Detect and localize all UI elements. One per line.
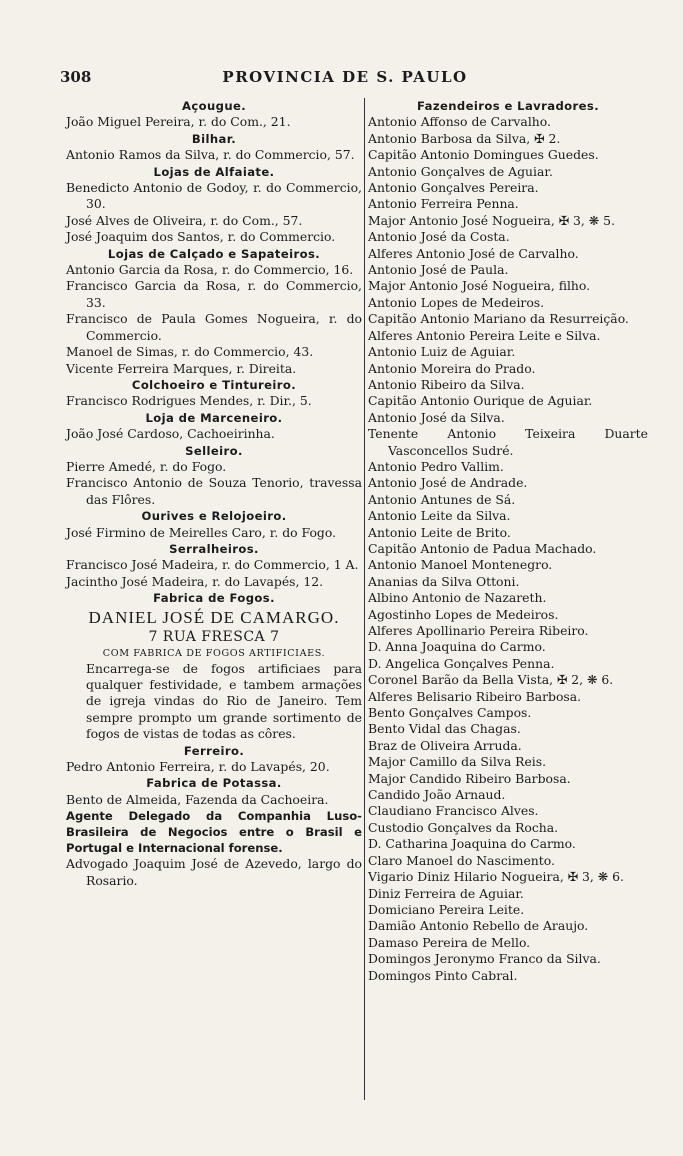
page-number: 308 (60, 68, 92, 86)
directory-entry: José Joaquim dos Santos, r. do Commercio. (66, 229, 336, 245)
directory-entry: Alferes Antonio José de Carvalho. (368, 245, 579, 261)
section-heading: Loja de Marceneiro. (145, 410, 283, 425)
directory-entry: Major Antonio José Nogueira, ✠ 3, ❋ 5. (368, 212, 615, 228)
directory-entry: Major Candido Ribeiro Barbosa. (368, 770, 571, 786)
directory-entry: Francisco de Paula Gomes Nogueira, r. do Commercio. (66, 311, 362, 343)
directory-entry: Antonio Ferreira Penna. (368, 196, 519, 212)
directory-entry: Jacintho José Madeira, r. do Lavapés, 12. (66, 573, 324, 589)
directory-entry: Antonio José da Silva. (368, 409, 505, 425)
directory-entry: Antonio José de Andrade. (368, 475, 528, 491)
directory-entry: Antonio José de Paula. (368, 262, 509, 278)
directory-entry: Alferes Belisario Ribeiro Barbosa. (368, 688, 582, 704)
directory-entry: Antonio Garcia da Rosa, r. do Commercio, 16. (66, 262, 354, 278)
directory-entry: João Miguel Pereira, r. do Com., 21. (66, 114, 291, 130)
section-heading: Açougue. (181, 99, 247, 113)
directory-entry: Diniz Ferreira de Aguiar. (368, 885, 524, 901)
directory-entry: Alferes Apollinario Pereira Ribeiro. (368, 623, 589, 638)
directory-entry: Domingos Jeronymo Franco da Silva. (368, 951, 601, 967)
directory-entry: Capitão Antonio Domingues Guedes. (368, 147, 599, 163)
section-heading: Fabrica de Fogos. (153, 591, 275, 606)
directory-entry: Tenente Antonio Teixeira Duarte Vasconcellos Sudré. (368, 426, 648, 458)
section-heading: Serralheiros. (169, 541, 259, 556)
directory-entry: Pedro Antonio Ferreira, r. do Lavapés, 20. (66, 759, 330, 775)
section-heading: Ourives e Relojoeiro. (141, 509, 287, 524)
directory-entry: Bento Gonçalves Campos. (368, 705, 532, 721)
directory-entry: Domingos Pinto Cabral. (368, 967, 518, 983)
advert-name: DANIEL JOSÉ DE CAMARGO. (88, 607, 340, 627)
directory-entry: Claro Manoel do Nascimento. (368, 852, 555, 868)
running-title: PROVINCIA DE S. PAULO (222, 68, 468, 86)
directory-entry: Antonio Barbosa da Silva, ✠ 2. (368, 130, 561, 146)
directory-entry: Capitão Antonio de Padua Machado. (368, 540, 597, 556)
directory-entry: D. Catharina Joaquina do Carmo. (368, 836, 576, 852)
directory-entry: Braz de Oliveira Arruda. (368, 737, 522, 753)
directory-entry: Damião Antonio Rebello de Araujo. (368, 918, 589, 934)
directory-entry: Antonio Ramos da Silva, r. do Commercio, 57. (66, 147, 355, 163)
directory-entry: Antonio Leite da Silva. (368, 508, 511, 524)
directory-entry: D. Angelica Gonçalves Penna. (368, 655, 555, 671)
directory-entry: Agostinho Lopes de Medeiros. (368, 606, 559, 622)
directory-entry: Vigario Diniz Hilario Nogueira, ✠ 3, ❋ 6. (368, 869, 624, 885)
directory-entry: Albino Antonio de Nazareth. (368, 590, 547, 606)
section-heading: Colchoeiro e Tintureiro. (131, 377, 297, 392)
directory-entry: Antonio Manoel Montenegro. (368, 557, 553, 573)
left-column (66, 98, 362, 889)
directory-entry: Damaso Pereira de Mello. (368, 934, 531, 950)
directory-entry: José Firmino de Meirelles Caro, r. do Fogo. (66, 524, 337, 540)
directory-entry: Claudiano Francisco Alves. (368, 803, 539, 819)
directory-entry: Bento de Almeida, Fazenda da Cachoeira. (66, 791, 329, 807)
directory-entry: Pierre Amedé, r. do Fogo. (66, 458, 227, 474)
directory-entry: Francisco Garcia da Rosa, r. do Commercio, 33. (66, 278, 362, 310)
section-heading: Bilhar. (191, 131, 237, 146)
agent-heading: Agente Delegado da Companhia Luso-Brasileira de Negocios entre o Brasil e Portugal e Internacional forense. (66, 809, 362, 856)
directory-entry: Bento Vidal das Chagas. (368, 721, 521, 737)
directory-entry: Ananias da Silva Ottoni. (368, 573, 520, 589)
directory-entry: Major Camillo da Silva Reis. (368, 754, 547, 770)
directory-entry: Major Antonio José Nogueira, filho. (368, 278, 591, 294)
directory-entry: Coronel Barão da Bella Vista, ✠ 2, ❋ 6. (368, 672, 614, 688)
section-heading: Fabrica de Potassa. (146, 776, 282, 791)
directory-entry: Benedicto Antonio de Godoy, r. do Commercio, 30. (66, 180, 362, 212)
directory-entry: D. Anna Joaquina do Carmo. (368, 639, 546, 655)
directory-entry: Antonio Gonçalves de Aguiar. (368, 163, 553, 179)
directory-entry: Antonio Leite de Brito. (368, 524, 511, 540)
directory-entry: João José Cardoso, Cachoeirinha. (66, 426, 275, 442)
directory-entry: Alferes Antonio Pereira Leite e Silva. (368, 327, 601, 343)
directory-entry: Antonio Antunes de Sá. (368, 491, 516, 507)
directory-entry: Antonio Ribeiro da Silva. (368, 376, 525, 392)
directory-entry: Vicente Ferreira Marques, r. Direita. (66, 360, 297, 376)
advert-tagline: COM FABRICA DE FOGOS ARTIFICIAES. (102, 647, 326, 659)
column-divider (364, 98, 365, 1100)
directory-entry: Francisco Antonio de Souza Tenorio, travessa das Flôres. (66, 475, 362, 507)
directory-entry: Antonio Luiz de Aguiar. (368, 344, 516, 360)
directory-entry: Antonio Moreira do Prado. (368, 360, 536, 376)
directory-entry: Antonio Pedro Vallim. (368, 458, 504, 474)
section-heading: Selleiro. (185, 443, 243, 458)
advert-text: Encarrega-se de fogos artificiaes para qualquer festividade, e tambem armações de igreja vindas do Rio de Janeiro. Tem sempre prompto um grande sortimento de fogos de vistas de todas as côres. (86, 660, 362, 742)
directory-entry: Manoel de Simas, r. do Commercio, 43. (66, 344, 314, 360)
section-heading: Lojas de Alfaiate. (153, 164, 275, 179)
directory-entry: Francisco Rodrigues Mendes, r. Dir., 5. (66, 393, 312, 409)
section-heading: Ferreiro. (183, 743, 245, 758)
page-header (60, 68, 630, 90)
directory-entry: Candido João Arnaud. (368, 787, 506, 803)
directory-entry: Antonio Lopes de Medeiros. (368, 294, 545, 310)
advert-address: 7 RUA FRESCA 7 (148, 628, 280, 645)
section-heading: Lojas de Calçado e Sapateiros. (107, 246, 321, 261)
directory-entry: Capitão Antonio Mariano da Resurreição. (368, 311, 629, 327)
directory-entry: Advogado Joaquim José de Azevedo, largo do Rosario. (66, 856, 362, 888)
directory-entry: Domiciano Pereira Leite. (368, 901, 525, 917)
section-heading: Fazendeiros e Lavradores. (416, 99, 600, 113)
directory-entry: Francisco José Madeira, r. do Commercio, 1 A. (66, 557, 359, 573)
directory-entry: Antonio José da Costa. (368, 229, 510, 245)
right-column (368, 98, 648, 984)
directory-entry: Custodio Gonçalves da Rocha. (368, 819, 559, 835)
directory-entry: Antonio Affonso de Carvalho. (368, 114, 551, 130)
directory-entry: Antonio Gonçalves Pereira. (368, 180, 539, 196)
directory-entry: José Alves de Oliveira, r. do Com., 57. (66, 212, 303, 228)
directory-entry: Capitão Antonio Ourique de Aguiar. (368, 393, 593, 409)
